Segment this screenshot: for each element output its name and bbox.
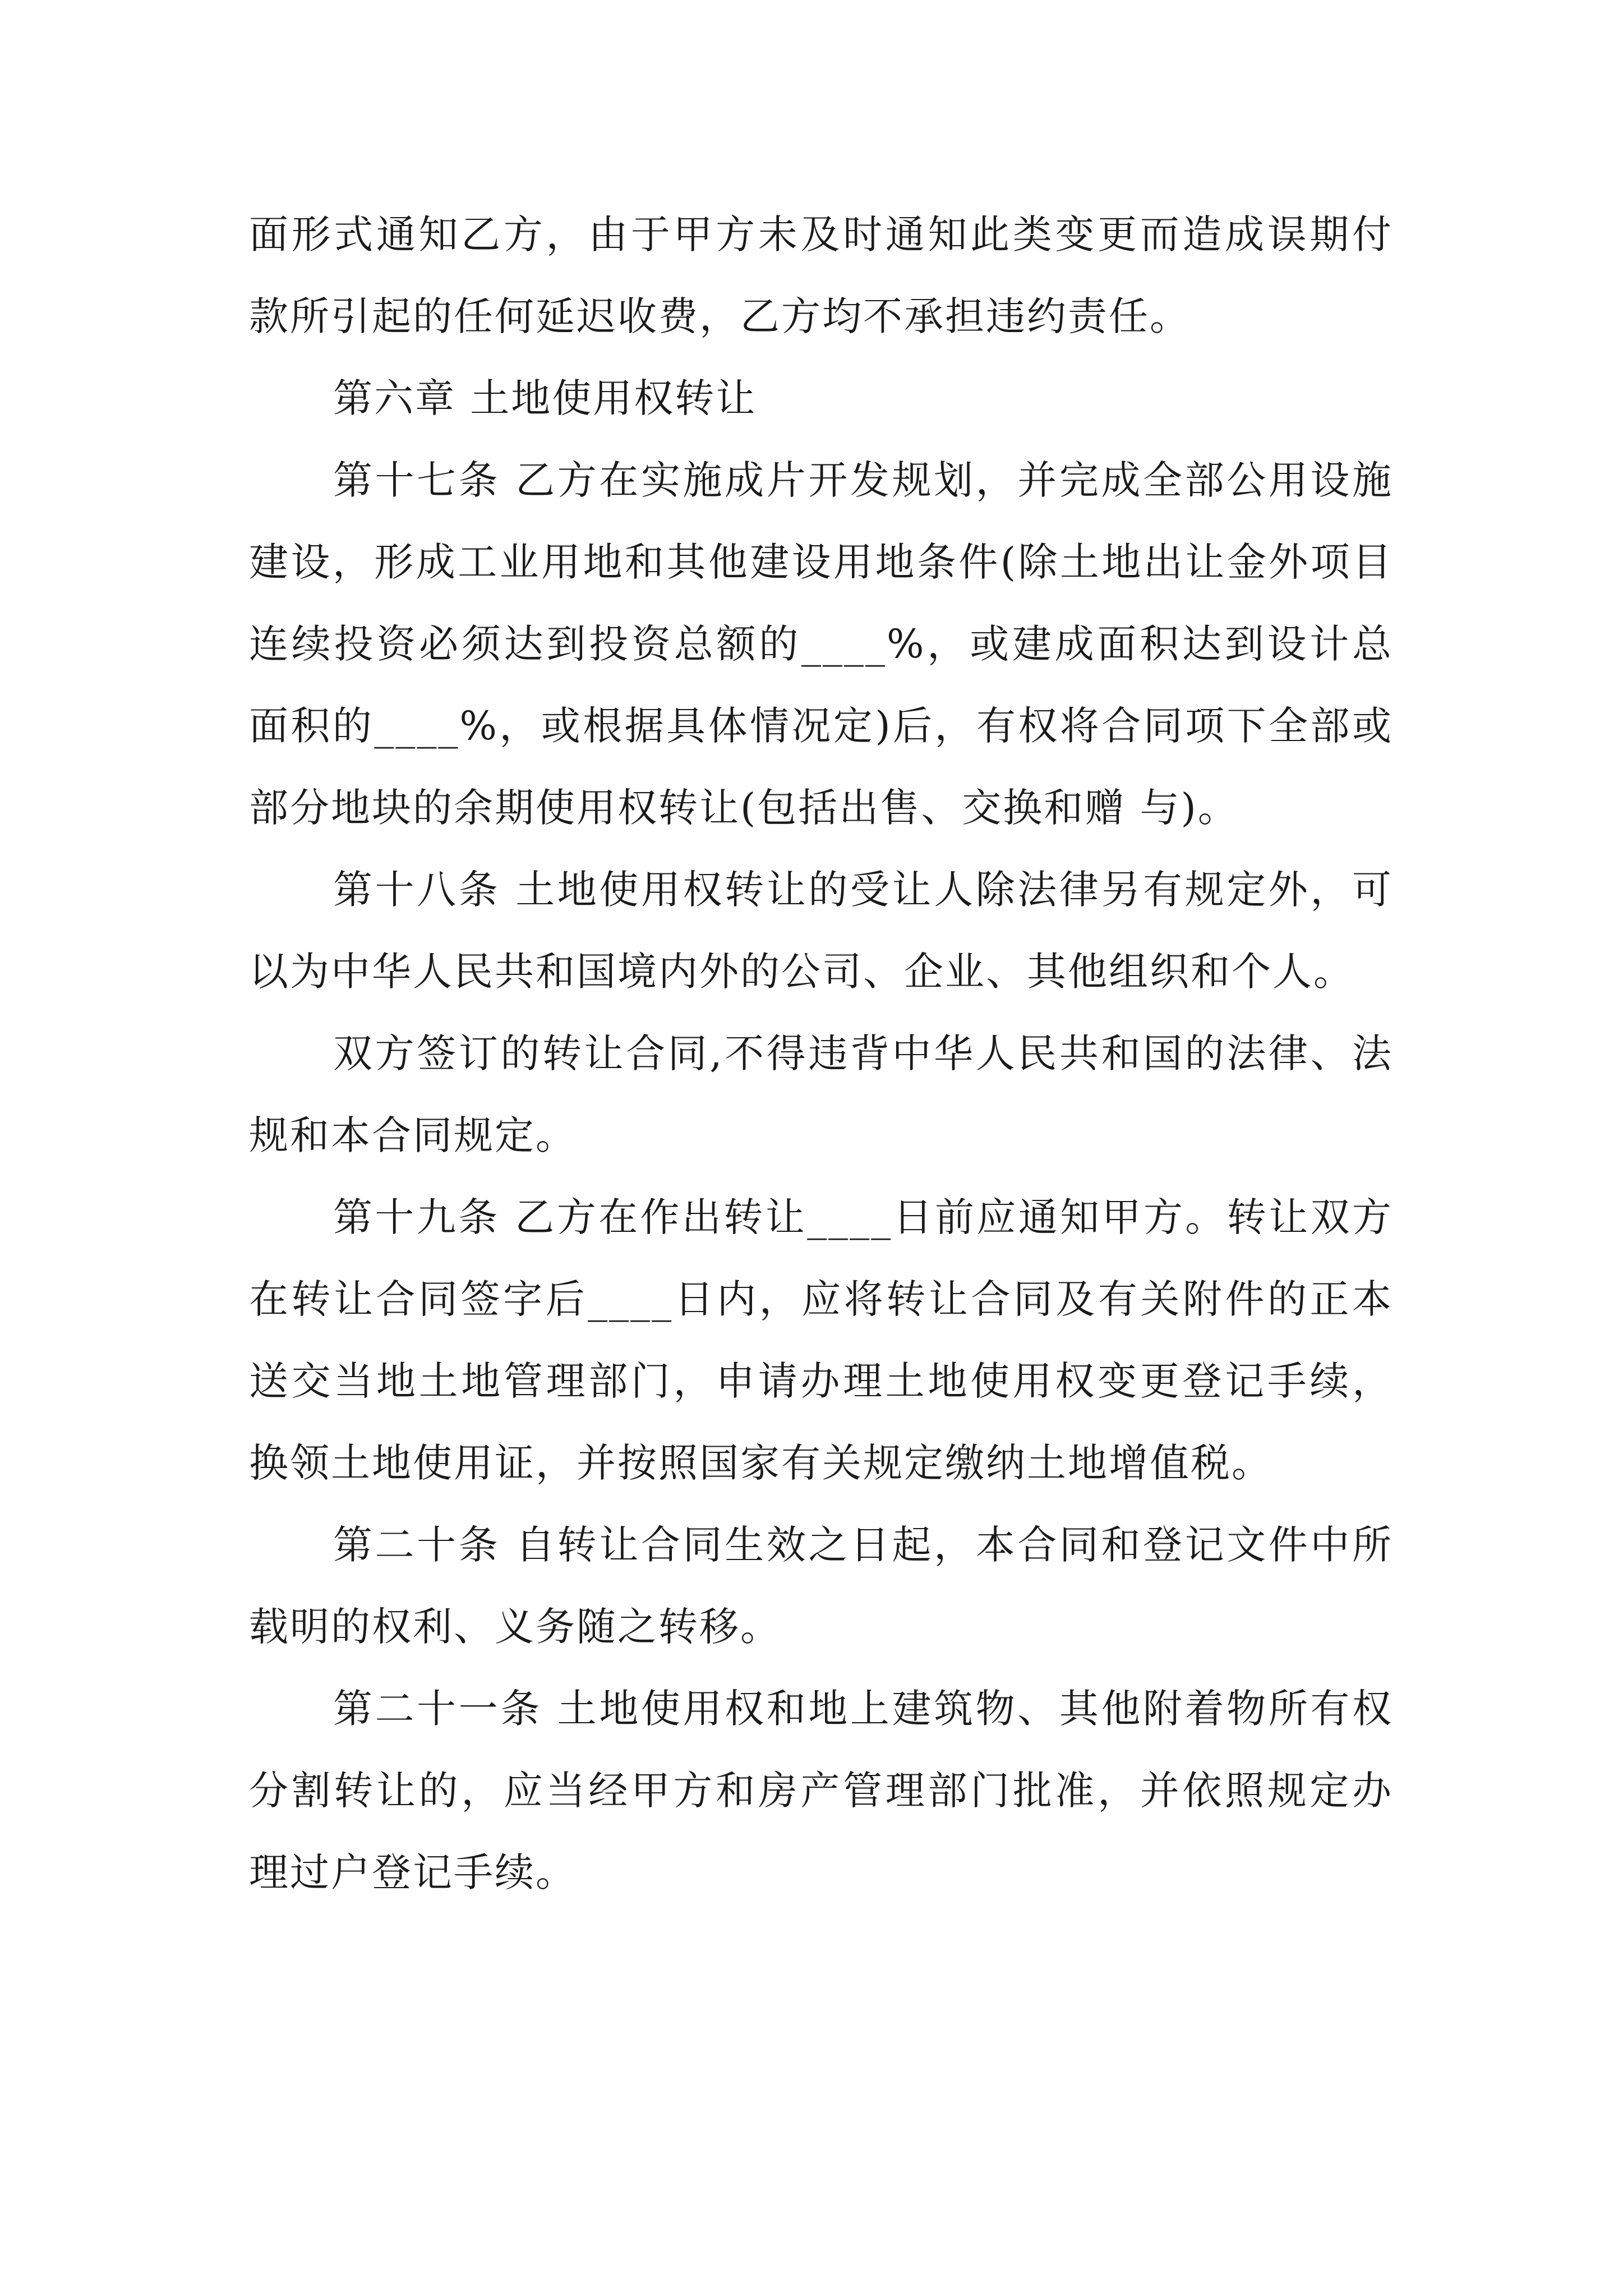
article-21: 第二十一条 土地使用权和地上建筑物、其他附着物所有权分割转让的，应当经甲方和房产管理部门批准，并依照规定办理过户登记手续。 bbox=[249, 1686, 1393, 1895]
document-body bbox=[249, 194, 1393, 1913]
article-19: 第十九条 乙方在作出转让____日前应通知甲方。转让双方在转让合同签字后____日内，应将转让合同及有关附件的正本送交当地土地管理部门，申请办理土地使用权变更登记手续，换领土地使用证，并按照国家有关规定缴纳土地增值税。 bbox=[249, 1194, 1393, 1486]
chapter-heading: 第六章 土地使用权转让 bbox=[333, 375, 757, 421]
article-20: 第二十条 自转让合同生效之日起，本合同和登记文件中所载明的权利、义务随之转移。 bbox=[249, 1522, 1393, 1650]
article-18-paragraph-2: 双方签订的转让合同,不得违背中华人民共和国的法律、法规和本合同规定。 bbox=[249, 1030, 1393, 1158]
article-18: 第十八条 土地使用权转让的受让人除法律另有规定外，可以为中华人民共和国境内外的公司、企业、其他组织和个人。 bbox=[249, 867, 1393, 995]
article-17: 第十七条 乙方在实施成片开发规划，并完成全部公用设施建设，形成工业用地和其他建设用地条件(除土地出让金外项目连续投资必须达到投资总额的____%，或建成面积达到设计总面积的____%，或根据具体情况定)后，有权将合同项下全部或部分地块的余期使用权转让(包括出售、交换和赠 与)。 bbox=[249, 457, 1393, 831]
paragraph-continuation: 面形式通知乙方，由于甲方未及时通知此类变更而造成误期付款所引起的任何延迟收费，乙方均不承担违约责任。 bbox=[249, 211, 1393, 339]
